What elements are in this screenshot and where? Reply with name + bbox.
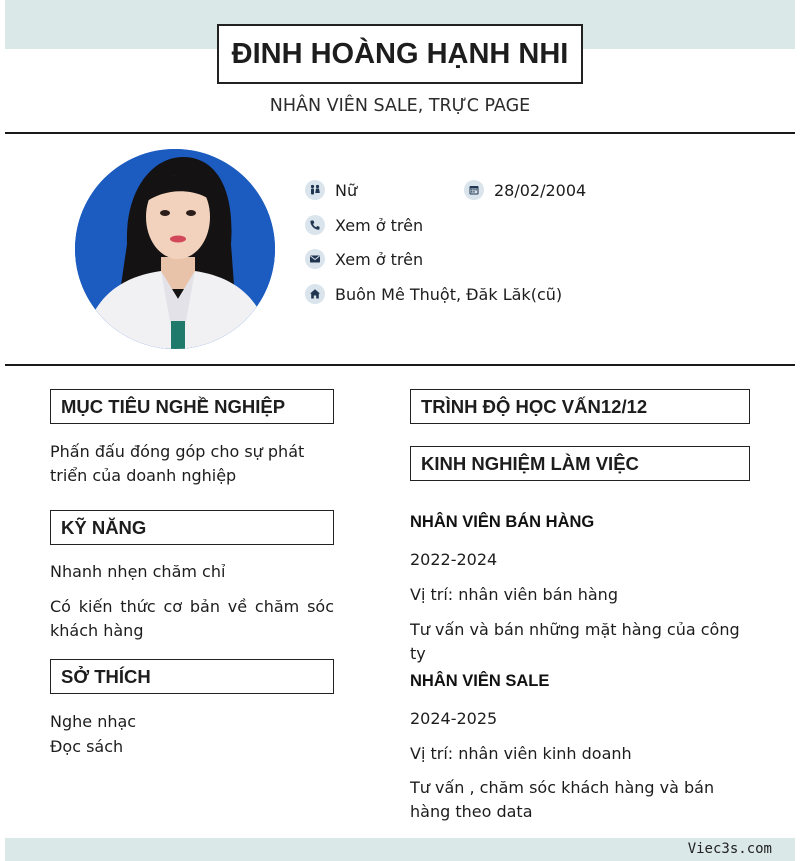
phone-value: Xem ở trên	[335, 215, 424, 235]
skills-heading: KỸ NĂNG	[50, 510, 334, 545]
address-value: Buôn Mê Thuột, Đăk Lăk(cũ)	[335, 284, 563, 304]
skill-item: Có kiến thức cơ bản về chăm sóc khách hàng	[50, 597, 334, 640]
hobby-item: Nghe nhạc	[50, 712, 137, 731]
education-heading: TRÌNH ĐỘ HỌC VẤN12/12	[410, 389, 750, 424]
email-icon	[305, 249, 325, 269]
job-position-2: Vị trí: nhân viên kinh doanh	[410, 744, 632, 763]
avatar	[75, 149, 275, 349]
email-row	[305, 249, 423, 269]
hobby-item: Đọc sách	[50, 737, 124, 756]
gender-row	[305, 180, 357, 200]
objective-text: Phấn đấu đóng góp cho sự phát triển của doanh nghiệp	[50, 442, 305, 485]
footer-brand: Viec3s.com	[687, 841, 772, 857]
job-position-1: Vị trí: nhân viên bán hàng	[410, 585, 618, 604]
job-description-2: Tư vấn , chăm sóc khách hàng và bán hàng theo data	[410, 778, 715, 821]
job-title-2: NHÂN VIÊN SALE	[410, 672, 550, 690]
email-value: Xem ở trên	[335, 249, 424, 269]
phone-icon	[305, 215, 325, 235]
hobbies-heading: SỞ THÍCH	[50, 659, 334, 694]
candidate-name: ĐINH HOÀNG HẠNH NHI	[217, 24, 583, 84]
home-icon	[305, 284, 325, 304]
experience-heading: KINH NGHIỆM LÀM VIỆC	[410, 446, 750, 481]
job-period-2: 2024-2025	[410, 709, 498, 728]
bottom-band	[5, 838, 795, 861]
divider-middle	[5, 364, 795, 366]
birthday-value: 28/02/2004	[494, 180, 587, 200]
job-title: NHÂN VIÊN SALE, TRỰC PAGE	[269, 96, 531, 116]
skill-item: Nhanh nhẹn chăm chỉ	[50, 562, 226, 581]
phone-row	[305, 215, 423, 235]
job-title-1: NHÂN VIÊN BÁN HÀNG	[410, 513, 595, 531]
birthday-row	[464, 180, 586, 200]
address-row	[305, 284, 562, 304]
job-description-1: Tư vấn và bán những mặt hàng của công ty	[410, 620, 740, 663]
job-period-1: 2022-2024	[410, 550, 498, 569]
divider-top	[5, 132, 795, 134]
gender-value: Nữ	[335, 180, 358, 200]
objective-heading: MỤC TIÊU NGHỀ NGHIỆP	[50, 389, 334, 424]
calendar-icon	[464, 180, 484, 200]
gender-icon	[305, 180, 325, 200]
